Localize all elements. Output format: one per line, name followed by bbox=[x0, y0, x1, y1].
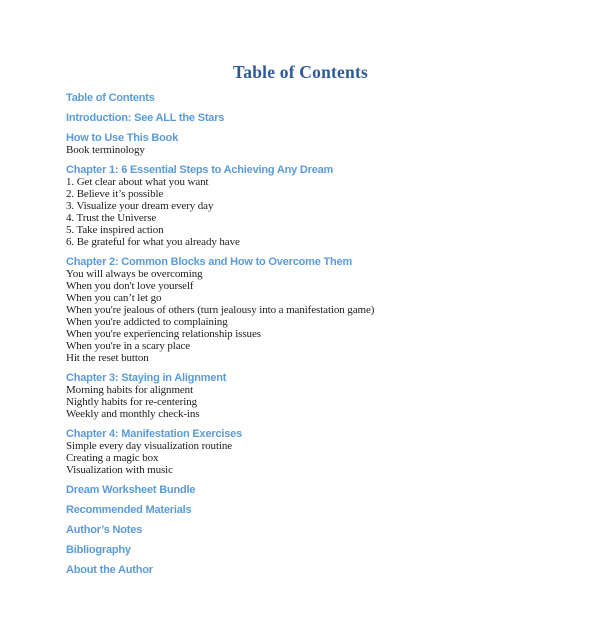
toc-heading-link[interactable]: Bibliography bbox=[66, 544, 131, 556]
toc-entry: Morning habits for alignment bbox=[66, 384, 194, 396]
toc-heading-link[interactable]: Introduction: See ALL the Stars bbox=[66, 112, 225, 124]
toc-heading-link[interactable]: Recommended Materials bbox=[66, 504, 192, 516]
toc-entry: Simple every day visualization routine bbox=[66, 440, 233, 452]
toc-heading-link[interactable]: About the Author bbox=[66, 564, 153, 576]
toc-entry: When you can’t let go bbox=[66, 292, 162, 304]
toc-entry: When you're jealous of others (turn jealousy into a manifestation game) bbox=[66, 304, 375, 316]
toc-section bbox=[66, 164, 571, 248]
toc-heading-link[interactable]: Chapter 3: Staying in Alignment bbox=[66, 372, 227, 384]
toc-entry: 3. Visualize your dream every day bbox=[66, 200, 214, 212]
toc-entry: You will always be overcoming bbox=[66, 268, 203, 280]
toc-section bbox=[66, 256, 571, 364]
toc-section bbox=[66, 544, 571, 556]
toc-heading-link[interactable]: Chapter 1: 6 Essential Steps to Achieving Any Dream bbox=[66, 164, 334, 176]
toc-entry: Creating a magic box bbox=[66, 452, 159, 464]
toc-heading-link[interactable]: Table of Contents bbox=[66, 92, 155, 104]
toc-entry: Weekly and monthly check-ins bbox=[66, 408, 200, 420]
toc-entry: When you don't love yourself bbox=[66, 280, 194, 292]
toc-section bbox=[66, 524, 571, 536]
toc-entry: Nightly habits for re-centering bbox=[66, 396, 197, 408]
toc-heading-link[interactable]: Author’s Notes bbox=[66, 524, 143, 536]
toc-section bbox=[66, 504, 571, 516]
toc-entry: 6. Be grateful for what you already have bbox=[66, 236, 240, 248]
toc-heading-link[interactable]: Chapter 4: Manifestation Exercises bbox=[66, 428, 242, 440]
toc-entry: Visualization with music bbox=[66, 464, 173, 476]
toc-entry: 1. Get clear about what you want bbox=[66, 176, 209, 188]
toc-section bbox=[66, 92, 571, 104]
toc-entry: 4. Trust the Universe bbox=[66, 212, 157, 224]
toc-heading-link[interactable]: Chapter 2: Common Blocks and How to Overcome Them bbox=[66, 256, 353, 268]
toc-section bbox=[66, 112, 571, 124]
toc-heading-link[interactable]: How to Use This Book bbox=[66, 132, 179, 144]
toc-section bbox=[66, 428, 571, 476]
toc-entry: Book terminology bbox=[66, 144, 145, 156]
toc-sections bbox=[0, 92, 601, 576]
toc-entry: 2. Believe it’s possible bbox=[66, 188, 164, 200]
toc-entry: When you're in a scary place bbox=[66, 340, 191, 352]
toc-entry: 5. Take inspired action bbox=[66, 224, 164, 236]
toc-entry: Hit the reset button bbox=[66, 352, 149, 364]
toc-section bbox=[66, 372, 571, 420]
toc-heading-link[interactable]: Dream Worksheet Bundle bbox=[66, 484, 196, 496]
toc-section bbox=[66, 564, 571, 576]
toc-entry: When you're addicted to complaining bbox=[66, 316, 228, 328]
toc-section bbox=[66, 484, 571, 496]
toc-section bbox=[66, 132, 571, 156]
page-title: Table of Contents bbox=[233, 62, 368, 82]
toc-entry: When you're experiencing relationship issues bbox=[66, 328, 261, 340]
